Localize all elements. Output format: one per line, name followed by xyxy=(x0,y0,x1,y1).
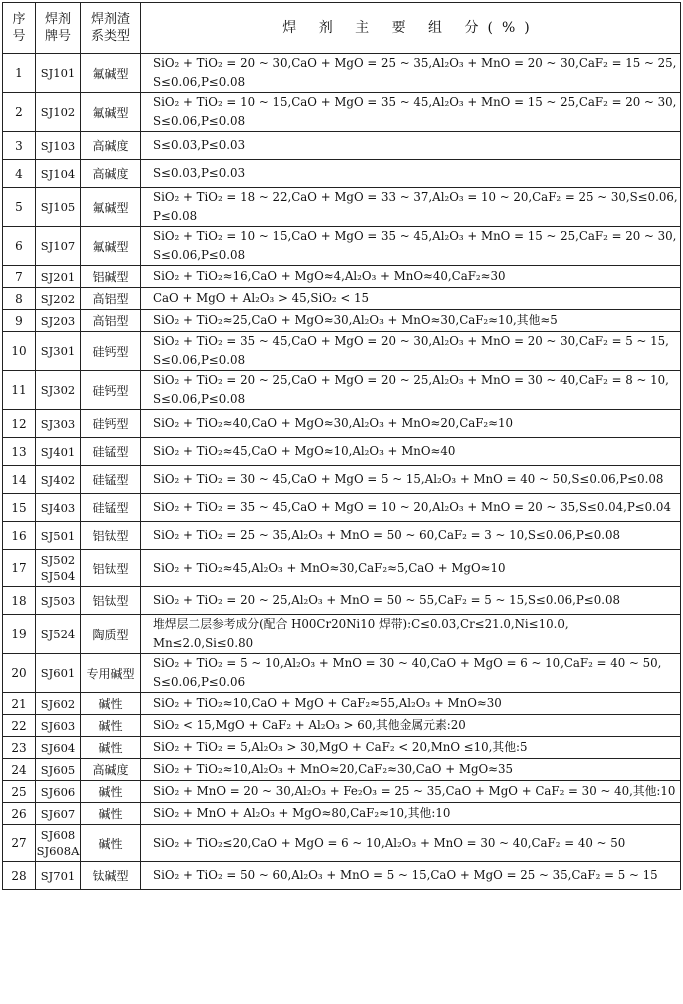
table-row xyxy=(3,310,681,332)
composition: SiO₂ + TiO₂≈25,CaO + MgO≈30,Al₂O₃ + MnO≈30,CaF₂≈10,其他≈5 xyxy=(141,310,681,332)
slag-type: 碱性 xyxy=(81,715,141,737)
flux-brand: SJ604 xyxy=(36,737,81,759)
table-row xyxy=(3,781,681,803)
flux-brand: SJ602 xyxy=(36,693,81,715)
flux-brand: SJ608 SJ608A xyxy=(36,825,81,862)
row-number: 3 xyxy=(3,132,36,160)
composition: SiO₂ + TiO₂≈40,CaO + MgO≈30,Al₂O₃ + MnO≈20,CaF₂≈10 xyxy=(141,410,681,438)
slag-type: 专用碱型 xyxy=(81,654,141,693)
composition: SiO₂ + TiO₂ = 35 ~ 45,CaO + MgO = 20 ~ 30,Al₂O₃ + MnO = 20 ~ 30,CaF₂ = 5 ~ 15, S≤0.06,P≤0.08 xyxy=(141,332,681,371)
flux-brand: SJ502 SJ504 xyxy=(36,550,81,587)
table-row xyxy=(3,654,681,693)
composition: SiO₂ + TiO₂≈45,CaO + MgO≈10,Al₂O₃ + MnO≈40 xyxy=(141,438,681,466)
flux-brand: SJ302 xyxy=(36,371,81,410)
slag-type: 氟碱型 xyxy=(81,54,141,93)
row-number: 18 xyxy=(3,587,36,615)
table-row xyxy=(3,93,681,132)
header-composition: 焊 剂 主 要 组 分(%) xyxy=(141,3,681,54)
composition: S≤0.03,P≤0.03 xyxy=(141,160,681,188)
table-row xyxy=(3,803,681,825)
row-number: 16 xyxy=(3,522,36,550)
flux-brand: SJ605 xyxy=(36,759,81,781)
flux-brand: SJ105 xyxy=(36,188,81,227)
composition: SiO₂ + TiO₂ = 20 ~ 30,CaO + MgO = 25 ~ 35,Al₂O₃ + MnO = 20 ~ 30,CaF₂ = 15 ~ 25, S≤0.06,P≤0.08 xyxy=(141,54,681,93)
row-number: 9 xyxy=(3,310,36,332)
flux-brand: SJ202 xyxy=(36,288,81,310)
table-row xyxy=(3,693,681,715)
flux-composition-table xyxy=(2,2,681,890)
composition: SiO₂ + TiO₂ = 5 ~ 10,Al₂O₃ + MnO = 30 ~ 40,CaO + MgO = 6 ~ 10,CaF₂ = 40 ~ 50, S≤0.06,P≤0.06 xyxy=(141,654,681,693)
flux-brand: SJ203 xyxy=(36,310,81,332)
row-number: 22 xyxy=(3,715,36,737)
row-number: 24 xyxy=(3,759,36,781)
flux-brand: SJ503 xyxy=(36,587,81,615)
table-row xyxy=(3,715,681,737)
row-number: 27 xyxy=(3,825,36,862)
table-row xyxy=(3,438,681,466)
header-brand: 焊剂 牌号 xyxy=(36,3,81,54)
composition: SiO₂ + TiO₂ = 30 ~ 45,CaO + MgO = 5 ~ 15,Al₂O₃ + MnO = 40 ~ 50,S≤0.06,P≤0.08 xyxy=(141,466,681,494)
slag-type: 高碱度 xyxy=(81,759,141,781)
composition: SiO₂ + TiO₂ = 20 ~ 25,CaO + MgO = 20 ~ 25,Al₂O₃ + MnO = 30 ~ 40,CaF₂ = 8 ~ 10, S≤0.06,P≤0.08 xyxy=(141,371,681,410)
flux-brand: SJ301 xyxy=(36,332,81,371)
flux-brand: SJ607 xyxy=(36,803,81,825)
table-row xyxy=(3,332,681,371)
flux-brand: SJ401 xyxy=(36,438,81,466)
slag-type: 碱性 xyxy=(81,803,141,825)
row-number: 15 xyxy=(3,494,36,522)
flux-brand: SJ524 xyxy=(36,615,81,654)
flux-brand: SJ101 xyxy=(36,54,81,93)
row-number: 8 xyxy=(3,288,36,310)
row-number: 21 xyxy=(3,693,36,715)
slag-type: 铝钛型 xyxy=(81,522,141,550)
table-row xyxy=(3,266,681,288)
table-row xyxy=(3,410,681,438)
slag-type: 铝钛型 xyxy=(81,587,141,615)
row-number: 6 xyxy=(3,227,36,266)
row-number: 28 xyxy=(3,862,36,890)
composition: SiO₂ + TiO₂≈45,Al₂O₃ + MnO≈30,CaF₂≈5,CaO + MgO≈10 xyxy=(141,550,681,587)
slag-type: 硅锰型 xyxy=(81,494,141,522)
composition: S≤0.03,P≤0.03 xyxy=(141,132,681,160)
slag-type: 铝钛型 xyxy=(81,550,141,587)
row-number: 2 xyxy=(3,93,36,132)
table-row xyxy=(3,759,681,781)
composition: SiO₂ + TiO₂ = 50 ~ 60,Al₂O₃ + MnO = 5 ~ 15,CaO + MgO = 25 ~ 35,CaF₂ = 5 ~ 15 xyxy=(141,862,681,890)
row-number: 25 xyxy=(3,781,36,803)
composition: SiO₂ + TiO₂ = 25 ~ 35,Al₂O₃ + MnO = 50 ~ 60,CaF₂ = 3 ~ 10,S≤0.06,P≤0.08 xyxy=(141,522,681,550)
slag-type: 硅锰型 xyxy=(81,466,141,494)
composition: SiO₂ + TiO₂ = 35 ~ 45,CaO + MgO = 10 ~ 20,Al₂O₃ + MnO = 20 ~ 35,S≤0.04,P≤0.04 xyxy=(141,494,681,522)
slag-type: 硅钙型 xyxy=(81,371,141,410)
header-row xyxy=(3,3,681,54)
composition: SiO₂ + TiO₂ = 5,Al₂O₃ > 30,MgO + CaF₂ < 20,MnO ≤10,其他:5 xyxy=(141,737,681,759)
table-row xyxy=(3,522,681,550)
table-row xyxy=(3,227,681,266)
row-number: 1 xyxy=(3,54,36,93)
slag-type: 高铝型 xyxy=(81,288,141,310)
composition: 堆焊层二层参考成分(配合 H00Cr20Ni10 焊带):C≤0.03,Cr≤21.0,Ni≤10.0, Mn≤2.0,Si≤0.80 xyxy=(141,615,681,654)
table-row xyxy=(3,862,681,890)
row-number: 17 xyxy=(3,550,36,587)
composition: SiO₂ + TiO₂≤20,CaO + MgO = 6 ~ 10,Al₂O₃ + MnO = 30 ~ 40,CaF₂ = 40 ~ 50 xyxy=(141,825,681,862)
row-number: 14 xyxy=(3,466,36,494)
flux-brand: SJ701 xyxy=(36,862,81,890)
slag-type: 氟碱型 xyxy=(81,227,141,266)
flux-brand: SJ501 xyxy=(36,522,81,550)
flux-brand: SJ102 xyxy=(36,93,81,132)
flux-brand: SJ403 xyxy=(36,494,81,522)
composition: SiO₂ + TiO₂≈16,CaO + MgO≈4,Al₂O₃ + MnO≈40,CaF₂≈30 xyxy=(141,266,681,288)
slag-type: 硅钙型 xyxy=(81,410,141,438)
composition: SiO₂ + MnO = 20 ~ 30,Al₂O₃ + Fe₂O₃ = 25 ~ 35,CaO + MgO + CaF₂ = 30 ~ 40,其他:10 xyxy=(141,781,681,803)
slag-type: 碱性 xyxy=(81,737,141,759)
flux-brand: SJ201 xyxy=(36,266,81,288)
table-row xyxy=(3,615,681,654)
row-number: 20 xyxy=(3,654,36,693)
header-no: 序 号 xyxy=(3,3,36,54)
flux-brand: SJ104 xyxy=(36,160,81,188)
table-row xyxy=(3,371,681,410)
flux-brand: SJ402 xyxy=(36,466,81,494)
composition: SiO₂ + TiO₂ = 20 ~ 25,Al₂O₃ + MnO = 50 ~ 55,CaF₂ = 5 ~ 15,S≤0.06,P≤0.08 xyxy=(141,587,681,615)
table-row xyxy=(3,288,681,310)
table-row xyxy=(3,132,681,160)
slag-type: 陶质型 xyxy=(81,615,141,654)
table-row xyxy=(3,550,681,587)
table-row xyxy=(3,188,681,227)
row-number: 7 xyxy=(3,266,36,288)
row-number: 11 xyxy=(3,371,36,410)
table-row xyxy=(3,466,681,494)
slag-type: 高碱度 xyxy=(81,160,141,188)
flux-brand: SJ601 xyxy=(36,654,81,693)
table-row xyxy=(3,825,681,862)
composition: SiO₂ < 15,MgO + CaF₂ + Al₂O₃ > 60,其他金属元素:20 xyxy=(141,715,681,737)
table-row xyxy=(3,587,681,615)
flux-brand: SJ606 xyxy=(36,781,81,803)
slag-type: 碱性 xyxy=(81,825,141,862)
row-number: 10 xyxy=(3,332,36,371)
slag-type: 高碱度 xyxy=(81,132,141,160)
flux-brand: SJ107 xyxy=(36,227,81,266)
slag-type: 碱性 xyxy=(81,693,141,715)
composition: SiO₂ + TiO₂≈10,Al₂O₃ + MnO≈20,CaF₂≈30,CaO + MgO≈35 xyxy=(141,759,681,781)
slag-type: 氟碱型 xyxy=(81,93,141,132)
slag-type: 硅锰型 xyxy=(81,438,141,466)
row-number: 13 xyxy=(3,438,36,466)
table-row xyxy=(3,160,681,188)
flux-brand: SJ603 xyxy=(36,715,81,737)
composition: SiO₂ + TiO₂ = 10 ~ 15,CaO + MgO = 35 ~ 45,Al₂O₃ + MnO = 15 ~ 25,CaF₂ = 20 ~ 30, S≤0.06,P≤0.08 xyxy=(141,227,681,266)
composition: SiO₂ + MnO + Al₂O₃ + MgO≈80,CaF₂≈10,其他:10 xyxy=(141,803,681,825)
slag-type: 钛碱型 xyxy=(81,862,141,890)
flux-brand: SJ103 xyxy=(36,132,81,160)
slag-type: 碱性 xyxy=(81,781,141,803)
composition: SiO₂ + TiO₂ = 10 ~ 15,CaO + MgO = 35 ~ 45,Al₂O₃ + MnO = 15 ~ 25,CaF₂ = 20 ~ 30, S≤0.06,P≤0.08 xyxy=(141,93,681,132)
table-row xyxy=(3,494,681,522)
row-number: 12 xyxy=(3,410,36,438)
flux-brand: SJ303 xyxy=(36,410,81,438)
row-number: 19 xyxy=(3,615,36,654)
row-number: 5 xyxy=(3,188,36,227)
table-row xyxy=(3,54,681,93)
table-row xyxy=(3,737,681,759)
slag-type: 硅钙型 xyxy=(81,332,141,371)
row-number: 4 xyxy=(3,160,36,188)
slag-type: 氟碱型 xyxy=(81,188,141,227)
composition: SiO₂ + TiO₂ = 18 ~ 22,CaO + MgO = 33 ~ 37,Al₂O₃ = 10 ~ 20,CaF₂ = 25 ~ 30,S≤0.06, P≤0.08 xyxy=(141,188,681,227)
row-number: 26 xyxy=(3,803,36,825)
composition: SiO₂ + TiO₂≈10,CaO + MgO + CaF₂≈55,Al₂O₃ + MnO≈30 xyxy=(141,693,681,715)
composition: CaO + MgO + Al₂O₃ > 45,SiO₂ < 15 xyxy=(141,288,681,310)
row-number: 23 xyxy=(3,737,36,759)
slag-type: 铝碱型 xyxy=(81,266,141,288)
table-body xyxy=(3,54,681,890)
header-type: 焊剂渣 系类型 xyxy=(81,3,141,54)
slag-type: 高铝型 xyxy=(81,310,141,332)
